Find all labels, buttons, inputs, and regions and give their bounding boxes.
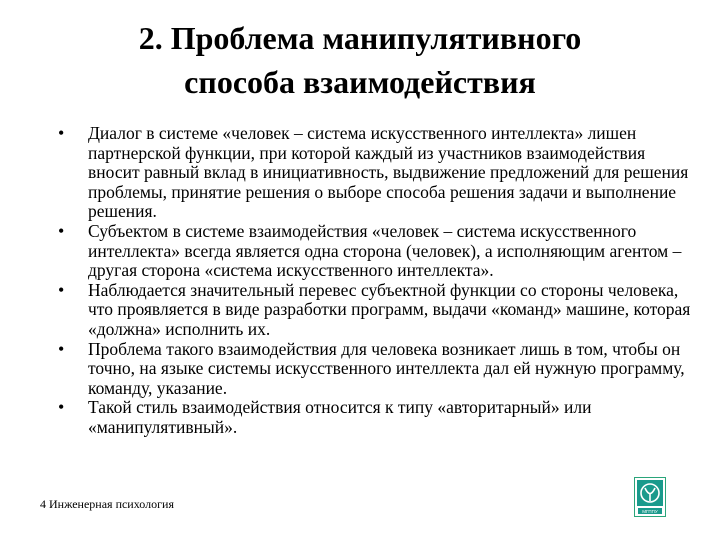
bullet-item: • Субъектом в системе взаимодействия «человек – система искусственного интеллекта» всегда является одна сторона (человек), а исполняющим агентом – другая сторона «система искусственного интеллекта». [56,222,696,281]
bullet-list [56,124,696,438]
slide-title-line-2: способа взаимодействия [184,64,536,100]
university-logo-icon [634,477,666,517]
bullet-item: • Такой стиль взаимодействия относится к типу «авторитарный» или «манипулятивный». [56,398,696,437]
logo-caption: МГППУ [642,509,658,514]
bullet-item: • Диалог в системе «человек – система искусственного интеллекта» лишен партнерской функции, при которой каждый из участников взаимодействия вносит равный вклад в инициативность, выдвижение предложений для решения проблемы, принятие решения о выборе способа решения задачи и выполнение решения. [56,124,696,222]
slide-title-line-1: 2. Проблема манипулятивного [138,20,582,56]
bullet-item: • Проблема такого взаимодействия для человека возникает лишь в том, чтобы он точно, на языке системы искусственного интеллекта дал ей нужную программу, команду, указание. [56,340,696,399]
slide-title [60,16,660,104]
bullet-item: • Наблюдается значительный перевес субъектной функции со стороны человека, что проявляется в виде разработки программ, выдачи «команд» машине, которая «должна» исполнить их. [56,281,696,340]
slide-footer: 4 Инженерная психология [40,497,174,511]
